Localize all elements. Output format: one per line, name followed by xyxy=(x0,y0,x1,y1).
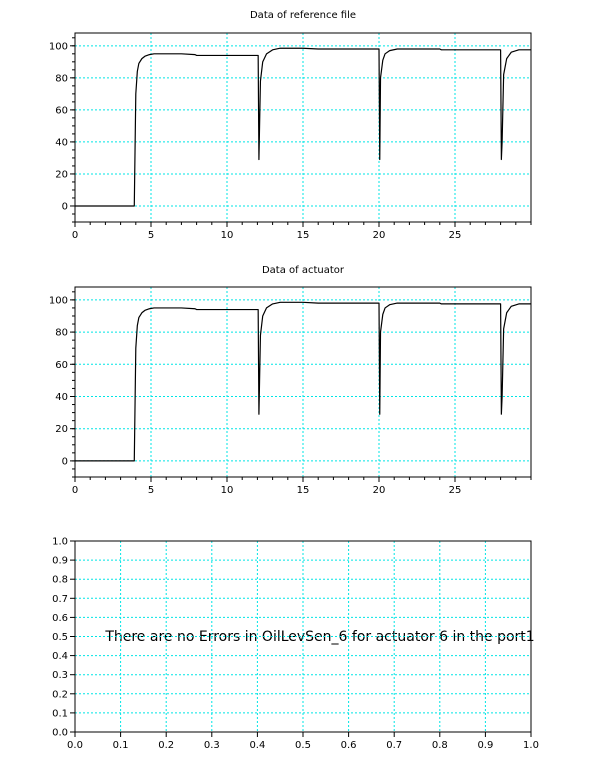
y-tick-label: 40 xyxy=(55,137,68,149)
x-tick-label: 0.1 xyxy=(112,740,129,751)
y-tick-label: 1.0 xyxy=(52,536,68,548)
x-tick-label: 0.7 xyxy=(386,740,403,751)
y-tick-label: 100 xyxy=(48,41,68,53)
x-tick-label: 0.6 xyxy=(340,740,357,751)
y-tick-label: 0.0 xyxy=(52,727,68,739)
y-tick-label: 0.2 xyxy=(52,689,68,701)
y-tick-label: 60 xyxy=(55,359,68,371)
y-tick-label: 100 xyxy=(48,295,68,307)
x-tick-label: 20 xyxy=(372,230,386,241)
y-tick-label: 0.6 xyxy=(52,612,68,624)
y-tick-label: 60 xyxy=(55,105,68,117)
y-tick-label: 0.4 xyxy=(52,651,68,663)
x-tick-label: 0.2 xyxy=(158,740,175,751)
x-tick-label: 1.0 xyxy=(523,740,539,751)
x-tick-label: 0.0 xyxy=(67,740,83,751)
y-tick-label: 40 xyxy=(55,391,68,403)
chart-panel-actuator xyxy=(49,265,531,496)
y-tick-label: 0.8 xyxy=(52,574,68,586)
x-tick-label: 25 xyxy=(448,485,462,496)
x-tick-label: 0.5 xyxy=(295,740,311,751)
chart-title: Data of reference file xyxy=(249,10,357,21)
error-status-annotation: There are no Errors in OilLevSen_6 for actuator 6 in the port1 xyxy=(105,629,535,645)
y-tick-label: 0.9 xyxy=(52,555,68,567)
x-tick-label: 0.9 xyxy=(477,740,494,751)
y-tick-label: 0 xyxy=(61,456,68,468)
x-tick-label: 10 xyxy=(220,230,234,241)
x-tick-label: 0.8 xyxy=(431,740,448,751)
x-tick-label: 0 xyxy=(71,485,79,496)
y-tick-label: 80 xyxy=(55,327,68,339)
x-tick-label: 5 xyxy=(147,485,155,496)
x-tick-label: 15 xyxy=(296,230,310,241)
y-tick-label: 80 xyxy=(55,73,68,85)
x-tick-label: 15 xyxy=(296,485,310,496)
y-tick-label: 0.3 xyxy=(52,670,68,682)
x-tick-label: 0.4 xyxy=(249,740,266,751)
y-tick-label: 20 xyxy=(55,424,68,436)
x-tick-label: 5 xyxy=(147,230,155,241)
x-tick-label: 10 xyxy=(220,485,234,496)
x-tick-label: 25 xyxy=(448,230,462,241)
y-tick-label: 0 xyxy=(61,201,68,213)
x-tick-label: 20 xyxy=(372,485,386,496)
chart-panel-errors xyxy=(52,537,539,752)
x-tick-label: 0 xyxy=(71,230,79,241)
series-line xyxy=(75,302,531,461)
y-tick-label: 0.7 xyxy=(52,593,68,605)
y-tick-label: 0.1 xyxy=(52,708,68,720)
chart-title: Data of actuator xyxy=(261,265,345,276)
x-tick-label: 0.3 xyxy=(203,740,220,751)
chart-panel-reference xyxy=(49,10,531,241)
y-tick-label: 0.5 xyxy=(52,632,68,643)
y-tick-label: 20 xyxy=(55,169,68,181)
